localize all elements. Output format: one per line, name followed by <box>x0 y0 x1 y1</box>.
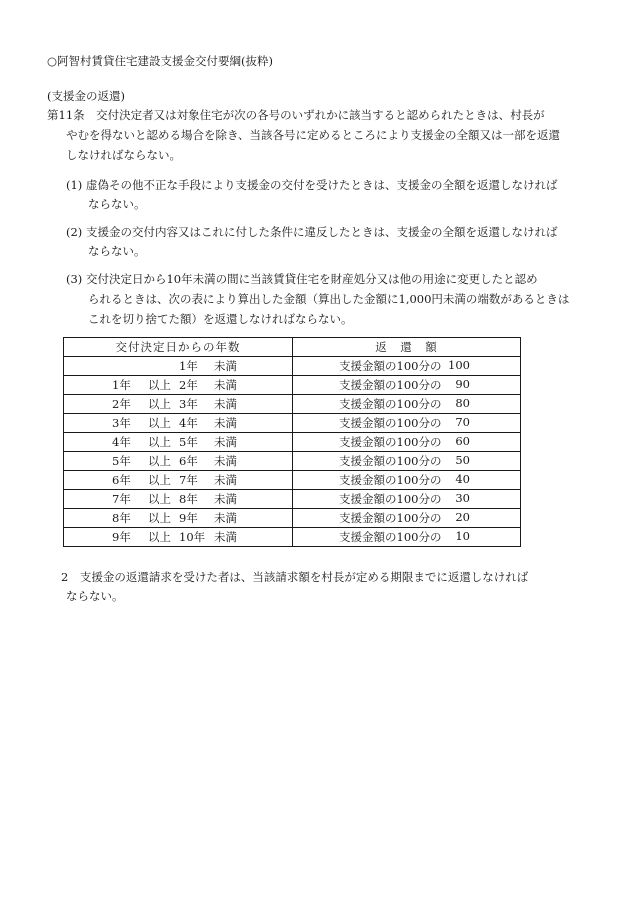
year-from: 9年 <box>112 530 131 544</box>
year-to: 10年 <box>179 530 206 544</box>
article-11-line-2: やむを得ないと認める場合を除き、当該各号に定めるところにより支援金の全額又は一部を返還 <box>66 128 561 142</box>
year-to: 9年 <box>179 511 198 525</box>
table-row <box>64 414 521 433</box>
table-header-row <box>64 338 521 357</box>
table-row <box>64 395 521 414</box>
table-row <box>64 357 521 376</box>
table-row <box>64 490 521 509</box>
year-miman: 未満 <box>214 473 237 487</box>
year-ijo: 以上 <box>148 530 171 544</box>
year-miman: 未満 <box>214 492 237 506</box>
item-3-line-1: (3) 交付決定日から10年未満の間に当該賃貸住宅を財産処分又は他の用途に変更したと認め <box>66 272 538 286</box>
year-to: 8年 <box>179 492 198 506</box>
amount-percent: 100 <box>448 358 470 372</box>
article-11-line-1: 第11条 交付決定者又は対象住宅が次の各号のいずれかに該当すると認められたときは、村長が <box>47 108 545 122</box>
year-from: 7年 <box>112 492 131 506</box>
year-from: 3年 <box>112 416 131 430</box>
amount-text: 支援金額の100分の <box>339 511 442 525</box>
year-from: 2年 <box>112 397 131 411</box>
year-to: 6年 <box>179 454 198 468</box>
clause-2-line-2: ならない。 <box>66 589 124 603</box>
year-ijo: 以上 <box>148 416 171 430</box>
table-row <box>64 528 521 547</box>
year-to: 3年 <box>179 397 198 411</box>
amount-text: 支援金額の100分の <box>339 454 442 468</box>
amount-percent: 80 <box>455 396 470 410</box>
item-3-line-3: これを切り捨てた額）を返還しなければならない。 <box>88 312 353 326</box>
table-row <box>64 376 521 395</box>
item-2-line-2: ならない。 <box>88 244 146 258</box>
amount-percent: 20 <box>455 510 470 524</box>
year-to: 2年 <box>179 378 198 392</box>
amount-text: 支援金額の100分の <box>339 378 442 392</box>
section-heading: (支援金の返還) <box>47 89 125 103</box>
item-2-line-1: (2) 支援金の交付内容又はこれに付した条件に違反したときは、支援金の全額を返還しなければ <box>66 225 558 239</box>
year-ijo: 以上 <box>148 378 171 392</box>
year-ijo: 以上 <box>148 435 171 449</box>
table-row <box>64 471 521 490</box>
year-to: 7年 <box>179 473 198 487</box>
amount-text: 支援金額の100分の <box>339 530 442 544</box>
amount-text: 支援金額の100分の <box>339 359 442 373</box>
header-amount: 返 還 額 <box>293 338 521 357</box>
year-ijo: 以上 <box>148 492 171 506</box>
header-years: 交付決定日からの年数 <box>64 338 293 357</box>
year-ijo: 以上 <box>148 473 171 487</box>
year-miman: 未満 <box>214 435 237 449</box>
amount-text: 支援金額の100分の <box>339 397 442 411</box>
document-title: ○阿智村賃貸住宅建設支援金交付要綱(抜粋) <box>47 54 274 68</box>
article-11-line-3: しなければならない。 <box>66 148 181 162</box>
amount-percent: 70 <box>455 415 470 429</box>
year-to: 1年 <box>179 359 198 373</box>
amount-percent: 10 <box>455 529 470 543</box>
table-row <box>64 452 521 471</box>
table-row <box>64 509 521 528</box>
clause-2-line-1: 2 支援金の返還請求を受けた者は、当該請求額を村長が定める期限までに返還しなければ <box>61 570 529 584</box>
year-miman: 未満 <box>214 397 237 411</box>
year-from: 1年 <box>112 378 131 392</box>
year-miman: 未満 <box>214 359 237 373</box>
year-from: 6年 <box>112 473 131 487</box>
year-from: 8年 <box>112 511 131 525</box>
item-3-line-2: られるときは、次の表により算出した金額（算出した金額に1,000円未満の端数があるときは <box>88 292 570 306</box>
amount-percent: 60 <box>455 434 470 448</box>
amount-text: 支援金額の100分の <box>339 492 442 506</box>
year-miman: 未満 <box>214 530 237 544</box>
amount-text: 支援金額の100分の <box>339 416 442 430</box>
year-miman: 未満 <box>214 416 237 430</box>
amount-percent: 40 <box>455 472 470 486</box>
year-ijo: 以上 <box>148 397 171 411</box>
year-to: 5年 <box>179 435 198 449</box>
amount-text: 支援金額の100分の <box>339 435 442 449</box>
refund-rate-table <box>63 337 521 547</box>
year-to: 4年 <box>179 416 198 430</box>
year-from: 5年 <box>112 454 131 468</box>
amount-text: 支援金額の100分の <box>339 473 442 487</box>
amount-percent: 90 <box>455 377 470 391</box>
item-1-line-1: (1) 虚偽その他不正な手段により支援金の交付を受けたときは、支援金の全額を返還しなければ <box>66 178 558 192</box>
table-row <box>64 433 521 452</box>
year-miman: 未満 <box>214 511 237 525</box>
amount-percent: 50 <box>455 453 470 467</box>
year-ijo: 以上 <box>148 454 171 468</box>
year-ijo: 以上 <box>148 511 171 525</box>
year-from: 4年 <box>112 435 131 449</box>
year-miman: 未満 <box>214 454 237 468</box>
item-1-line-2: ならない。 <box>88 197 146 211</box>
amount-percent: 30 <box>455 491 470 505</box>
year-miman: 未満 <box>214 378 237 392</box>
